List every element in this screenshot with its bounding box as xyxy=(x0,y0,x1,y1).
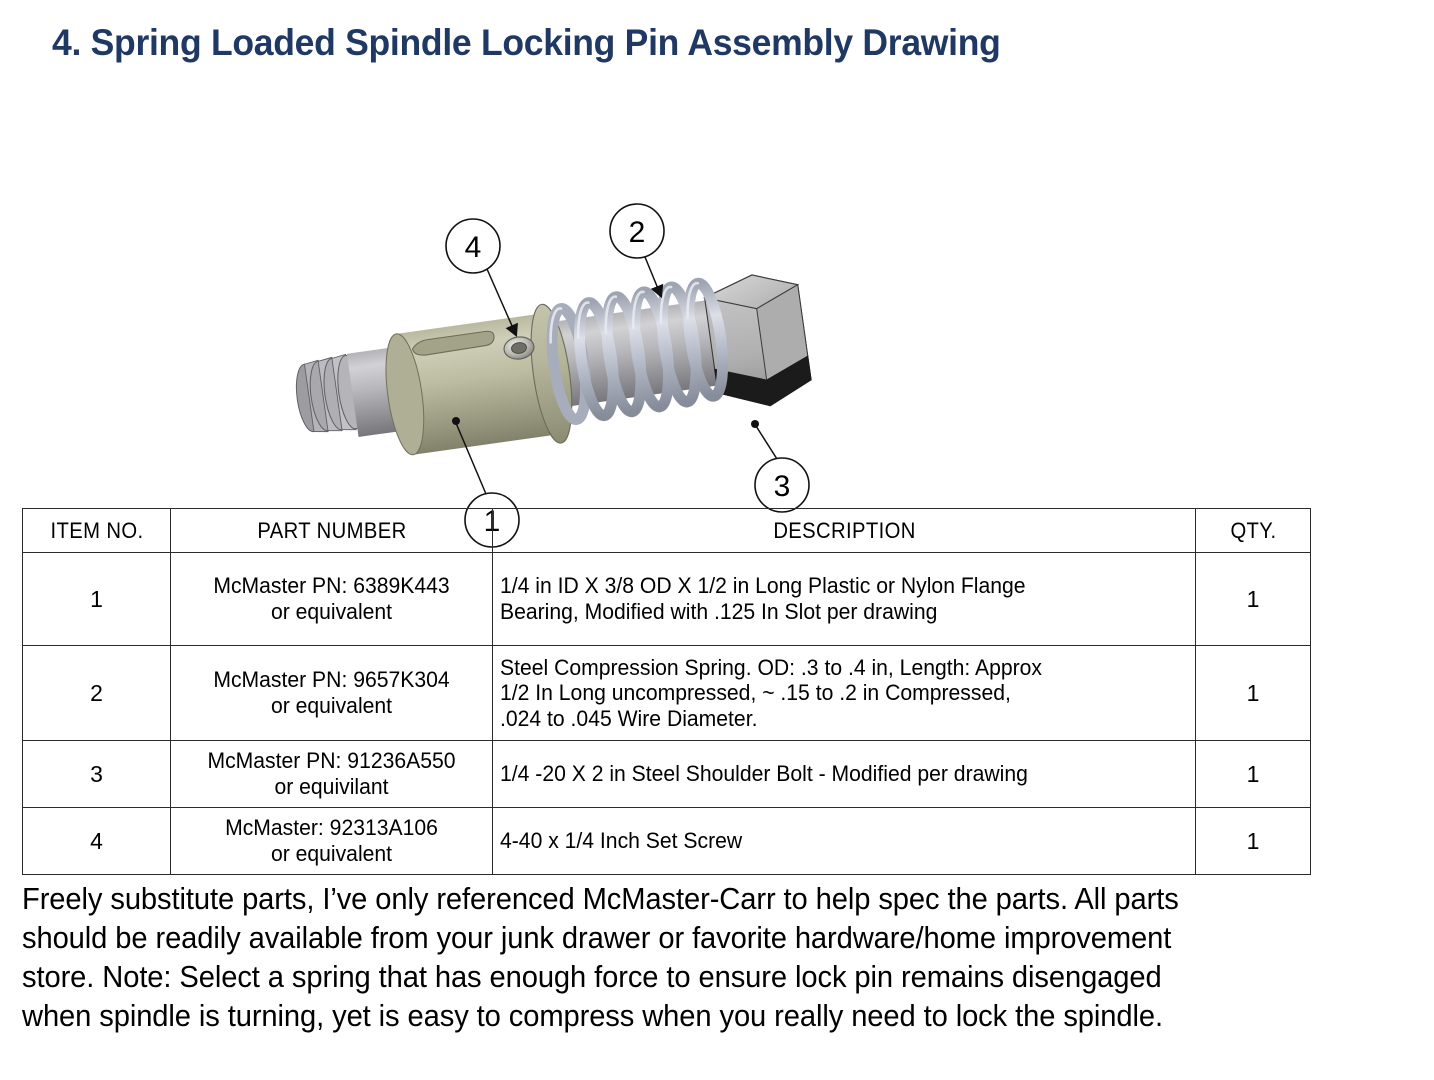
cell-qty: 1 xyxy=(1196,553,1311,646)
table-header-row xyxy=(23,509,1311,553)
footer-note-line: store. Note: Select a spring that has enough force to ensure lock pin remains disengaged xyxy=(22,960,1162,994)
description-line: 1/4 in ID X 3/8 OD X 1/2 in Long Plastic or Nylon Flange xyxy=(500,573,1026,599)
cell-part-number xyxy=(171,646,493,741)
part-number-line: or equivilant xyxy=(274,774,389,799)
balloon-2-label: 2 xyxy=(628,216,646,249)
description-line: 1/2 In Long uncompressed, ~ .15 to .2 in Compressed, xyxy=(500,680,1011,706)
part-number-line: or equivalent xyxy=(270,841,393,866)
balloon-3-label: 3 xyxy=(773,470,791,503)
table-row xyxy=(23,553,1311,646)
part-flange-bearing xyxy=(292,302,579,466)
part-number-line: McMaster: 92313A106 xyxy=(225,815,438,841)
cell-part-number xyxy=(171,741,493,808)
footer-note-line: should be readily available from your junk drawer or favorite hardware/home improvement xyxy=(22,921,1172,955)
balloon-4-label: 4 xyxy=(464,231,482,264)
balloon-2 xyxy=(610,204,664,296)
cell-description xyxy=(493,808,1196,875)
footer-note xyxy=(22,880,1422,1036)
part-number-line: or equivalent xyxy=(270,693,393,718)
table-row xyxy=(23,741,1311,808)
cell-item-no: 2 xyxy=(23,646,171,741)
cell-item-no: 1 xyxy=(23,553,171,646)
column-header-part-number: PART NUMBER xyxy=(183,509,479,553)
part-number-line: McMaster PN: 9657K304 xyxy=(213,667,450,693)
description-line: Bearing, Modified with .125 In Slot per drawing xyxy=(500,599,938,624)
table-row xyxy=(23,808,1311,875)
column-header-qty: QTY. xyxy=(1200,509,1306,553)
description-line: .024 to .045 Wire Diameter. xyxy=(500,705,758,731)
cell-description xyxy=(493,646,1196,741)
description-line: 1/4 -20 X 2 in Steel Shoulder Bolt - Modified per drawing xyxy=(500,761,1028,787)
balloon-3 xyxy=(751,420,809,512)
balloon-1-label: 1 xyxy=(483,505,501,538)
part-number-line: McMaster PN: 6389K443 xyxy=(213,573,450,599)
description-line: 4-40 x 1/4 Inch Set Screw xyxy=(500,828,743,854)
footer-note-line: Freely substitute parts, I’ve only referenced McMaster-Carr to help spec the parts. All parts xyxy=(22,882,1179,916)
bill-of-materials-table xyxy=(22,508,1311,875)
cell-part-number xyxy=(171,808,493,875)
cell-qty: 1 xyxy=(1196,646,1311,741)
balloon-4 xyxy=(446,219,516,335)
description-line: Steel Compression Spring. OD: .3 to .4 in, Length: Approx xyxy=(500,654,1042,680)
page-title: 4. Spring Loaded Spindle Locking Pin Assembly Drawing xyxy=(52,22,1001,63)
column-header-description: DESCRIPTION xyxy=(521,509,1168,553)
footer-note-line: when spindle is turning, yet is easy to compress when you really need to lock the spindle. xyxy=(22,999,1163,1033)
cell-item-no: 4 xyxy=(23,808,171,875)
part-number-line: or equivalent xyxy=(270,599,393,624)
cell-description xyxy=(493,553,1196,646)
cell-item-no: 3 xyxy=(23,741,171,808)
cell-part-number xyxy=(171,553,493,646)
cell-qty: 1 xyxy=(1196,741,1311,808)
column-header-item-no: ITEM NO. xyxy=(28,509,164,553)
part-number-line: McMaster PN: 91236A550 xyxy=(207,748,456,774)
table-row xyxy=(23,646,1311,741)
cell-qty: 1 xyxy=(1196,808,1311,875)
cell-description xyxy=(493,741,1196,808)
